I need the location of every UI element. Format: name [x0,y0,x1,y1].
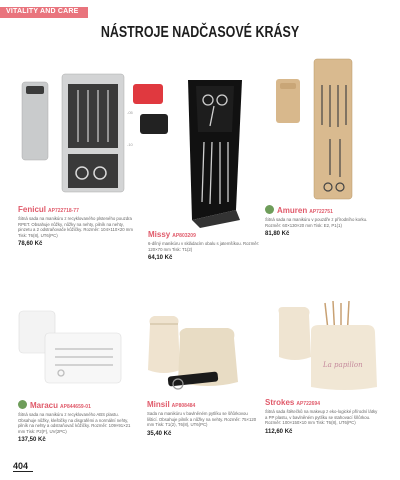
product-price: 64,10 Kč [148,255,173,261]
product-price: 35,40 Kč [147,430,172,437]
maracu-photo [15,305,125,385]
product-price: 78,60 Kč [18,241,43,247]
product-code: AP803209 [172,233,196,239]
eco-icon [18,400,27,409]
missy-photo [127,70,255,230]
product-code: AP844659-01 [60,404,91,410]
product-price: 112,60 Kč [265,428,293,435]
product-code: AP808484 [171,403,196,409]
product-description: Šitná sada na manikúru z recyklovaného plsteného pouzdra RPET. Obsahuje nůžky, nůžky na nehty, pilník na nehty, pinzetu a 2 odstraňovače kůžičky. Rozměr: 104×110×20 mm Tisk: T6(8), UT6(PC) [18,216,133,238]
product-description: 6-dílný manikúru v skládacím obalu s jatemšíkou. Rozměr: 120×70 mm Tisk: T1(2) [148,241,260,252]
section-label: VITALITY AND CARE [6,8,79,15]
product-name: Maracu AP844659-01 [18,400,138,410]
product-code: AP722718-77 [48,208,79,214]
product-price: 137,50 Kč [18,437,46,443]
fenicul-photo [18,70,128,198]
minsil-photo [140,310,250,400]
product-description: Sada na manikúru v bavlněném pytlíku se šňůrkovou lišticí. Obsahuje pilník a nůžky na nehty. Rozměr: 75×120 mm Tisk: T1(2), T6(8), UT6(PC) [147,411,257,427]
product-name: Fenicul AP722718-77 [18,205,79,214]
product-description: Šitná sada na manikúru v pouzdře z přírodního korku. Rozměr: 60×130×20 mm Tisk: E2, P1(1) [265,217,368,228]
product-name: Amuren AP722751 [265,205,385,215]
variant-label: -05 [127,110,133,115]
variant-label: -10 [127,142,133,147]
pouch-print: La papillon [323,361,363,369]
page-number-underline [13,471,33,472]
product-code: AP722751 [309,209,333,215]
page-number: 404 [13,461,29,471]
product-name: Minsil AP808484 [147,400,196,409]
eco-icon [265,205,274,214]
product-description: Šitná sada štětečků na makeup z eko-logické přírodní látky a PP plastu, v bavlněném pytlíku se stahovací šňůrkou. Rozměr: 100×150×10 mm Tisk: T6(8), UT6(PC) [265,409,378,425]
section-banner [0,7,88,18]
product-description: Šitná sada na manikúru z recyklovaného ABS plastu. Obsahuje nůžky, kleštičky na disgrafémi a normální nehty, pilník na nehty a odstraňovač kůžičky. Rozměr: 109×91×21 mm Tisk: P2(F), UV(2PC) [18,412,131,434]
product-code: AP722694 [296,401,320,407]
product-name: Strokes AP722694 [265,398,320,407]
strokes-photo [275,295,385,395]
page-title: NÁSTROJE NADČASOVÉ KRÁSY [100,24,300,41]
product-name: Missy AP803209 [148,230,196,239]
product-price: 81,80 Kč [265,231,290,237]
amuren-photo [270,55,385,205]
